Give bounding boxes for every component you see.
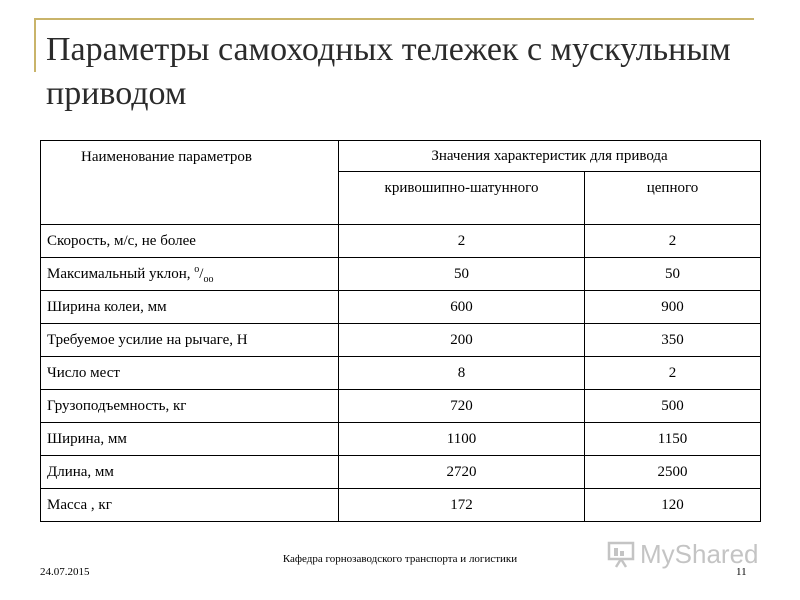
permille-sub: оо	[203, 273, 214, 285]
footer-date: 24.07.2015	[40, 566, 90, 578]
title-left-rule	[34, 18, 36, 72]
table-row	[41, 456, 761, 489]
crank-value: 50	[339, 258, 585, 291]
footer-department: Кафедра горнозаводского транспорта и логистики	[282, 553, 518, 565]
param-name-text: Максимальный уклон,	[47, 265, 195, 282]
table-row	[41, 423, 761, 456]
parameters-table	[40, 140, 761, 522]
chain-value: 1150	[585, 423, 761, 456]
crank-value: 2	[339, 225, 585, 258]
table-row	[41, 390, 761, 423]
crank-value: 600	[339, 291, 585, 324]
slide-title: Параметры самоходных тележек с мускульным приводом	[46, 31, 731, 112]
param-name: Требуемое усилие на рычаге, Н	[41, 324, 339, 357]
table-row	[41, 357, 761, 390]
chain-value: 2	[585, 225, 761, 258]
crank-column-header: кривошипно-шатунного	[339, 172, 585, 225]
crank-value: 2720	[339, 456, 585, 489]
param-name: Ширина колеи, мм	[41, 291, 339, 324]
param-name	[41, 258, 339, 291]
param-name: Грузоподъемность, кг	[41, 390, 339, 423]
table-row	[41, 489, 761, 522]
param-name: Ширина, мм	[41, 423, 339, 456]
watermark-text: MyShared	[640, 538, 759, 569]
param-name: Скорость, м/с, не более	[41, 225, 339, 258]
table-header-row	[41, 141, 761, 172]
presentation-board-icon	[606, 539, 636, 569]
table-row	[41, 258, 761, 291]
table-row	[41, 291, 761, 324]
chain-column-header: цепного	[585, 172, 761, 225]
chain-value: 900	[585, 291, 761, 324]
permille-slash: /	[199, 265, 204, 282]
param-name: Масса , кг	[41, 489, 339, 522]
param-name: Длина, мм	[41, 456, 339, 489]
table-row	[41, 324, 761, 357]
crank-value: 720	[339, 390, 585, 423]
param-name: Число мест	[41, 357, 339, 390]
chain-value: 500	[585, 390, 761, 423]
chain-value: 2	[585, 357, 761, 390]
crank-value: 1100	[339, 423, 585, 456]
chain-value: 2500	[585, 456, 761, 489]
watermark-logo	[606, 536, 766, 572]
table-row	[41, 225, 761, 258]
param-column-header: Наименование параметров	[41, 141, 339, 225]
chain-value: 50	[585, 258, 761, 291]
permille-sup: о	[194, 263, 200, 275]
footer-page-number: 11	[736, 566, 747, 578]
title-top-rule	[34, 18, 754, 20]
chain-value: 350	[585, 324, 761, 357]
values-group-header: Значения характеристик для привода	[339, 141, 761, 172]
crank-value: 200	[339, 324, 585, 357]
crank-value: 8	[339, 357, 585, 390]
chain-value: 120	[585, 489, 761, 522]
crank-value: 172	[339, 489, 585, 522]
